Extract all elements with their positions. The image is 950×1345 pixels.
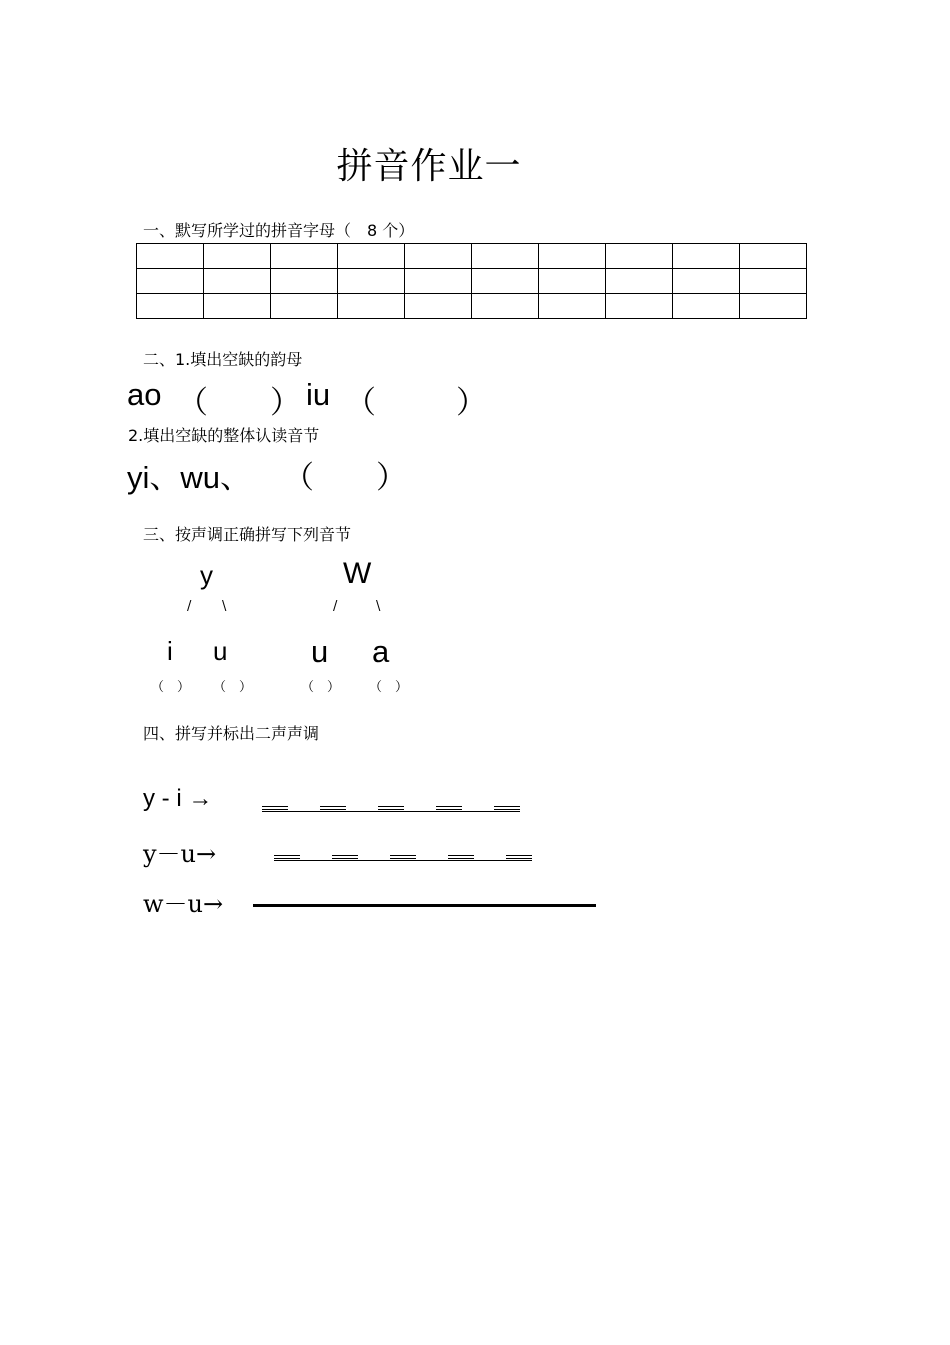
grid-cell[interactable] [338,294,405,319]
tree2-top: W [343,557,372,590]
row1-blank-4[interactable] [436,806,462,810]
grid-cell[interactable] [137,244,204,269]
grid-cell[interactable] [740,294,807,319]
syllable-blank[interactable]: （ ） [283,460,407,495]
row1-blank-5[interactable] [494,806,520,810]
row2-blank-5[interactable] [506,855,532,859]
letter-grid [136,243,807,319]
row1-blank-1[interactable] [262,806,288,810]
row2-prompt: y－u→ [143,840,217,868]
row2-blank-1[interactable] [274,855,300,859]
grid-cell[interactable] [472,294,539,319]
grid-cell[interactable] [204,244,271,269]
section2-label: 二、1.填出空缺的韵母 [143,350,303,369]
grid-row [137,244,807,269]
grid-cell[interactable] [405,244,472,269]
grid-cell[interactable] [405,294,472,319]
item1-text: ao [127,377,162,412]
tree1-paren-right[interactable]: （ ） [213,680,253,695]
tree2-slash: / [333,599,338,614]
grid-cell[interactable] [137,294,204,319]
tree2-backslash: \ [376,599,381,614]
grid-cell[interactable] [673,269,740,294]
section1-label: 一、默写所学过的拼音字母（ 8 个） [143,221,415,240]
page-title: 拼音作业一 [336,146,522,187]
row2-blank-4[interactable] [448,855,474,859]
row3-prompt: w－u→ [143,890,224,918]
row1-prompt: y - i → [143,785,213,812]
grid-cell[interactable] [606,294,673,319]
syllables-text: yi、wu、 [127,460,252,495]
grid-cell[interactable] [673,294,740,319]
grid-cell[interactable] [271,294,338,319]
tree1-right: u [213,636,228,666]
tree2-paren-right[interactable]: （ ） [369,680,409,695]
grid-cell[interactable] [740,269,807,294]
tree1-left: i [167,636,173,666]
tree1-backslash: \ [222,599,227,614]
tree2-right: a [372,634,390,669]
grid-cell[interactable] [472,269,539,294]
grid-cell[interactable] [338,269,405,294]
grid-cell[interactable] [204,294,271,319]
grid-cell[interactable] [338,244,405,269]
item1-blank[interactable]: （ ） [177,385,301,420]
grid-cell[interactable] [472,244,539,269]
row2-underline [274,860,532,861]
section4-label: 四、拼写并标出二声声调 [143,724,320,743]
grid-cell[interactable] [137,269,204,294]
tree1-slash: / [187,599,192,614]
grid-cell[interactable] [539,269,606,294]
item2-text: iu [306,377,331,412]
grid-cell[interactable] [271,269,338,294]
tree2-left: u [311,634,329,669]
grid-row [137,294,807,319]
grid-cell[interactable] [271,244,338,269]
tree1-paren-left[interactable]: （ ） [151,680,191,695]
grid-cell[interactable] [405,269,472,294]
tree2-paren-left[interactable]: （ ） [301,680,341,695]
section3-label: 三、按声调正确拼写下列音节 [143,525,352,544]
grid-cell[interactable] [539,294,606,319]
row2-blank-2[interactable] [332,855,358,859]
grid-cell[interactable] [539,244,606,269]
grid-cell[interactable] [673,244,740,269]
tree1-top: y [200,560,213,590]
grid-cell[interactable] [606,244,673,269]
section2-sub-label: 2.填出空缺的整体认读音节 [128,426,320,445]
row3-answer-line[interactable] [253,904,596,907]
row2-blank-3[interactable] [390,855,416,859]
row1-underline [262,811,520,812]
row1-blank-2[interactable] [320,806,346,810]
grid-cell[interactable] [740,244,807,269]
row1-blank-3[interactable] [378,806,404,810]
grid-cell[interactable] [204,269,271,294]
item2-blank[interactable]: （ ） [345,385,493,420]
grid-cell[interactable] [606,269,673,294]
grid-row [137,269,807,294]
